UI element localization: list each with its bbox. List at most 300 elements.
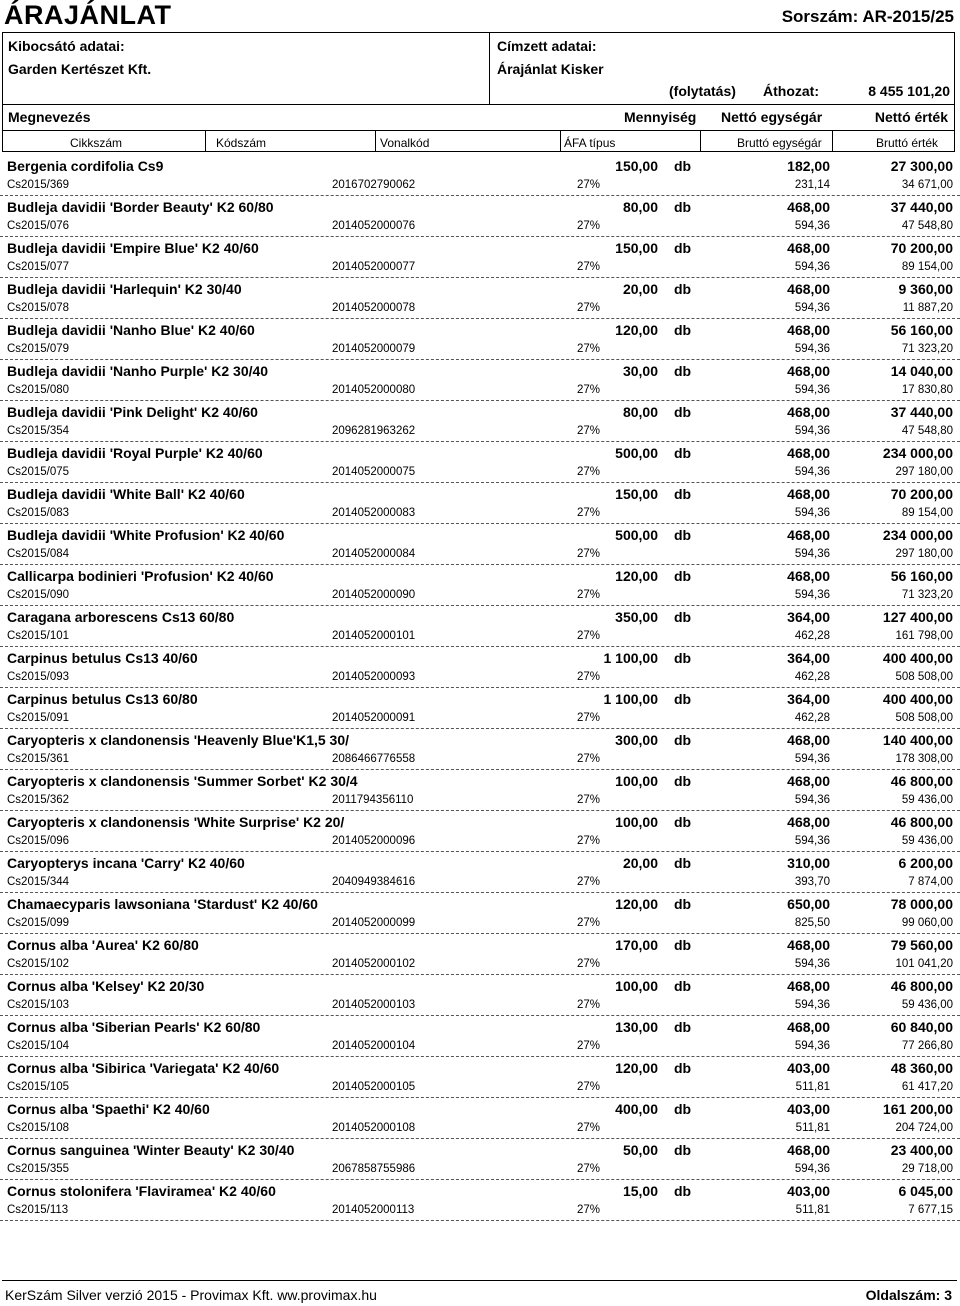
item-total-net: 6 045,00 xyxy=(898,1183,953,1199)
item-total-gross: 178 308,00 xyxy=(895,753,953,765)
item-vat: 27% xyxy=(577,384,601,396)
item-name: Budleja davidii 'White Ball' K2 40/60 xyxy=(7,486,245,502)
item-total-gross: 34 671,00 xyxy=(901,179,953,191)
recipient-name: Árajánlat Kisker xyxy=(497,61,604,77)
item-barcode: 2014052000077 xyxy=(332,261,416,273)
item-quantity: 120,00 xyxy=(615,1060,658,1076)
item-vat: 27% xyxy=(577,1081,601,1093)
table-row xyxy=(0,852,960,893)
item-code: Cs2015/108 xyxy=(7,1122,70,1134)
item-code: Cs2015/361 xyxy=(7,753,70,765)
column-divider xyxy=(700,130,701,152)
item-vat: 27% xyxy=(577,507,601,519)
item-name: Cornus alba 'Sibirica 'Variegata' K2 40/60 xyxy=(7,1060,280,1076)
column-code-header: Cikkszám xyxy=(70,136,123,150)
item-list xyxy=(0,155,960,1221)
item-unit: db xyxy=(674,732,692,748)
item-vat: 27% xyxy=(577,1122,601,1134)
item-vat: 27% xyxy=(577,548,601,560)
item-unit-gross-price: 462,28 xyxy=(794,712,830,724)
item-code: Cs2015/354 xyxy=(7,425,70,437)
item-unit-gross-price: 594,36 xyxy=(794,466,830,478)
column-divider xyxy=(560,130,561,152)
item-barcode: 2014052000108 xyxy=(332,1122,416,1134)
item-unit: db xyxy=(674,1183,692,1199)
item-quantity: 100,00 xyxy=(615,978,658,994)
item-quantity: 300,00 xyxy=(615,732,658,748)
item-name: Budleja davidii 'White Profusion' K2 40/60 xyxy=(7,527,285,543)
item-unit-net-price: 468,00 xyxy=(787,978,830,994)
column-divider xyxy=(375,130,376,152)
item-quantity: 120,00 xyxy=(615,568,658,584)
item-total-net: 56 160,00 xyxy=(890,322,953,338)
item-unit: db xyxy=(674,527,692,543)
item-barcode: 2086466776558 xyxy=(332,753,416,765)
table-row xyxy=(0,524,960,565)
table-row xyxy=(0,196,960,237)
item-total-net: 234 000,00 xyxy=(882,445,953,461)
item-quantity: 20,00 xyxy=(622,281,658,297)
item-barcode: 2014052000096 xyxy=(332,835,416,847)
item-code: Cs2015/079 xyxy=(7,343,70,355)
item-name: Bergenia cordifolia Cs9 xyxy=(7,158,164,174)
item-total-net: 70 200,00 xyxy=(890,240,953,256)
item-barcode: 2014052000093 xyxy=(332,671,416,683)
item-name: Callicarpa bodinieri 'Profusion' K2 40/60 xyxy=(7,568,274,584)
item-total-net: 127 400,00 xyxy=(882,609,953,625)
item-barcode: 2014052000104 xyxy=(332,1040,416,1052)
item-total-gross: 297 180,00 xyxy=(895,548,953,560)
item-total-net: 37 440,00 xyxy=(890,199,953,215)
item-vat: 27% xyxy=(577,589,601,601)
item-vat: 27% xyxy=(577,835,601,847)
table-row xyxy=(0,278,960,319)
item-quantity: 130,00 xyxy=(615,1019,658,1035)
carry-forward-value: 8 455 101,20 xyxy=(868,83,950,99)
item-unit-gross-price: 594,36 xyxy=(794,425,830,437)
item-code: Cs2015/099 xyxy=(7,917,70,929)
item-code: Cs2015/344 xyxy=(7,876,70,888)
item-unit-net-price: 468,00 xyxy=(787,240,830,256)
item-unit: db xyxy=(674,650,692,666)
item-quantity: 50,00 xyxy=(622,1142,658,1158)
item-total-gross: 99 060,00 xyxy=(901,917,953,929)
item-unit: db xyxy=(674,896,692,912)
item-name: Cornus alba 'Kelsey' K2 20/30 xyxy=(7,978,205,994)
item-total-gross: 71 323,20 xyxy=(901,589,953,601)
item-unit-net-price: 403,00 xyxy=(787,1101,830,1117)
item-total-gross: 508 508,00 xyxy=(895,671,953,683)
item-total-net: 46 800,00 xyxy=(890,773,953,789)
item-unit-net-price: 468,00 xyxy=(787,937,830,953)
item-unit-gross-price: 594,36 xyxy=(794,753,830,765)
item-unit-net-price: 468,00 xyxy=(787,363,830,379)
item-total-net: 56 160,00 xyxy=(890,568,953,584)
item-total-net: 234 000,00 xyxy=(882,527,953,543)
item-vat: 27% xyxy=(577,302,601,314)
column-name-header: Megnevezés xyxy=(8,109,91,125)
column-divider xyxy=(205,130,206,152)
item-code: Cs2015/077 xyxy=(7,261,70,273)
item-barcode: 2014052000075 xyxy=(332,466,416,478)
item-quantity: 1 100,00 xyxy=(603,650,658,666)
item-total-gross: 77 266,80 xyxy=(901,1040,953,1052)
item-total-gross: 29 718,00 xyxy=(901,1163,953,1175)
item-unit: db xyxy=(674,158,692,174)
item-barcode: 2016702790062 xyxy=(332,179,416,191)
table-row xyxy=(0,647,960,688)
item-name: Caryopteris x clandonensis 'White Surprise' K2 20/ xyxy=(7,814,345,830)
item-unit-gross-price: 825,50 xyxy=(794,917,830,929)
item-barcode: 2014052000078 xyxy=(332,302,416,314)
table-row xyxy=(0,688,960,729)
item-quantity: 120,00 xyxy=(615,322,658,338)
item-unit: db xyxy=(674,568,692,584)
table-row xyxy=(0,893,960,934)
item-unit: db xyxy=(674,814,692,830)
carry-forward-label: Áthozat: xyxy=(763,83,819,99)
item-code: Cs2015/362 xyxy=(7,794,70,806)
item-name: Cornus alba 'Siberian Pearls' K2 60/80 xyxy=(7,1019,261,1035)
item-name: Caryopterys incana 'Carry' K2 40/60 xyxy=(7,855,245,871)
item-name: Caryopteris x clandonensis 'Heavenly Blue'K1,5 30/ xyxy=(7,732,350,748)
item-total-net: 79 560,00 xyxy=(890,937,953,953)
item-total-net: 46 800,00 xyxy=(890,814,953,830)
item-quantity: 150,00 xyxy=(615,486,658,502)
item-vat: 27% xyxy=(577,712,601,724)
item-name: Budleja davidii 'Border Beauty' K2 60/80 xyxy=(7,199,274,215)
item-quantity: 1 100,00 xyxy=(603,691,658,707)
item-unit-gross-price: 594,36 xyxy=(794,1163,830,1175)
item-unit-net-price: 468,00 xyxy=(787,1142,830,1158)
item-unit-gross-price: 594,36 xyxy=(794,958,830,970)
item-barcode: 2014052000083 xyxy=(332,507,416,519)
item-code: Cs2015/075 xyxy=(7,466,70,478)
item-unit-gross-price: 231,14 xyxy=(794,179,830,191)
item-total-net: 60 840,00 xyxy=(890,1019,953,1035)
item-unit-net-price: 468,00 xyxy=(787,486,830,502)
item-quantity: 150,00 xyxy=(615,158,658,174)
item-unit-net-price: 468,00 xyxy=(787,445,830,461)
item-barcode: 2014052000101 xyxy=(332,630,416,642)
item-vat: 27% xyxy=(577,343,601,355)
item-unit-net-price: 310,00 xyxy=(787,855,830,871)
item-unit: db xyxy=(674,773,692,789)
item-code: Cs2015/103 xyxy=(7,999,70,1011)
item-unit-gross-price: 594,36 xyxy=(794,794,830,806)
item-unit-net-price: 364,00 xyxy=(787,691,830,707)
item-total-gross: 59 436,00 xyxy=(901,794,953,806)
item-quantity: 170,00 xyxy=(615,937,658,953)
item-code: Cs2015/093 xyxy=(7,671,70,683)
item-vat: 27% xyxy=(577,630,601,642)
sender-label: Kibocsátó adatai: xyxy=(8,38,125,54)
item-unit-gross-price: 462,28 xyxy=(794,630,830,642)
item-unit-net-price: 403,00 xyxy=(787,1183,830,1199)
item-total-net: 400 400,00 xyxy=(882,650,953,666)
continued-label: (folytatás) xyxy=(669,83,736,99)
column-unit-gross-header: Bruttó egységár xyxy=(737,136,822,150)
item-code: Cs2015/369 xyxy=(7,179,70,191)
item-unit: db xyxy=(674,281,692,297)
item-unit-gross-price: 594,36 xyxy=(794,999,830,1011)
item-unit-gross-price: 594,36 xyxy=(794,507,830,519)
table-row xyxy=(0,442,960,483)
item-total-net: 6 200,00 xyxy=(898,855,953,871)
item-unit-net-price: 468,00 xyxy=(787,527,830,543)
item-unit-net-price: 468,00 xyxy=(787,732,830,748)
item-total-gross: 47 548,80 xyxy=(901,220,953,232)
footer-software: KerSzám Silver verzió 2015 - Provimax Kft. ww.provimax.hu xyxy=(5,1287,377,1303)
item-unit: db xyxy=(674,322,692,338)
item-unit-gross-price: 511,81 xyxy=(795,1204,830,1216)
item-name: Carpinus betulus Cs13 60/80 xyxy=(7,691,198,707)
item-quantity: 150,00 xyxy=(615,240,658,256)
item-name: Budleja davidii 'Nanho Purple' K2 30/40 xyxy=(7,363,269,379)
item-name: Caryopteris x clandonensis 'Summer Sorbet' K2 30/4 xyxy=(7,773,358,789)
item-unit-gross-price: 393,70 xyxy=(794,876,830,888)
item-total-net: 78 000,00 xyxy=(890,896,953,912)
item-vat: 27% xyxy=(577,958,601,970)
item-unit: db xyxy=(674,445,692,461)
item-name: Budleja davidii 'Nanho Blue' K2 40/60 xyxy=(7,322,255,338)
footer-rule xyxy=(2,1280,957,1281)
item-unit-net-price: 364,00 xyxy=(787,609,830,625)
column-vat-header: ÁFA típus xyxy=(564,136,616,150)
table-row xyxy=(0,237,960,278)
item-total-gross: 71 323,20 xyxy=(901,343,953,355)
item-vat: 27% xyxy=(577,179,601,191)
table-row xyxy=(0,811,960,852)
table-row xyxy=(0,1057,960,1098)
item-name: Cornus sanguinea 'Winter Beauty' K2 30/40 xyxy=(7,1142,295,1158)
item-name: Chamaecyparis lawsoniana 'Stardust' K2 40/60 xyxy=(7,896,318,912)
item-unit: db xyxy=(674,855,692,871)
item-total-net: 140 400,00 xyxy=(882,732,953,748)
item-vat: 27% xyxy=(577,671,601,683)
item-barcode: 2014052000084 xyxy=(332,548,416,560)
column-kod-header: Kódszám xyxy=(216,136,267,150)
item-total-gross: 7 874,00 xyxy=(908,876,953,888)
item-total-net: 48 360,00 xyxy=(890,1060,953,1076)
item-unit-gross-price: 594,36 xyxy=(794,302,830,314)
item-name: Cornus stolonifera 'Flaviramea' K2 40/60 xyxy=(7,1183,276,1199)
item-total-net: 46 800,00 xyxy=(890,978,953,994)
item-unit-net-price: 468,00 xyxy=(787,568,830,584)
item-unit-gross-price: 594,36 xyxy=(794,589,830,601)
item-unit-net-price: 650,00 xyxy=(787,896,830,912)
item-unit: db xyxy=(674,978,692,994)
item-unit: db xyxy=(674,1019,692,1035)
item-unit: db xyxy=(674,1101,692,1117)
item-total-gross: 89 154,00 xyxy=(901,507,953,519)
item-total-gross: 17 830,80 xyxy=(901,384,953,396)
item-unit-net-price: 468,00 xyxy=(787,814,830,830)
column-divider xyxy=(832,130,833,152)
item-vat: 27% xyxy=(577,794,601,806)
item-barcode: 2014052000090 xyxy=(332,589,416,601)
item-total-net: 70 200,00 xyxy=(890,486,953,502)
column-total-net-header: Nettó érték xyxy=(874,109,948,125)
item-total-gross: 11 887,20 xyxy=(902,302,953,314)
item-code: Cs2015/096 xyxy=(7,835,70,847)
item-unit-gross-price: 594,36 xyxy=(794,548,830,560)
item-quantity: 80,00 xyxy=(622,199,658,215)
table-row xyxy=(0,483,960,524)
item-code: Cs2015/084 xyxy=(7,548,70,560)
item-total-gross: 47 548,80 xyxy=(901,425,953,437)
item-quantity: 80,00 xyxy=(622,404,658,420)
item-unit-gross-price: 594,36 xyxy=(794,835,830,847)
item-code: Cs2015/113 xyxy=(7,1204,69,1216)
item-total-net: 9 360,00 xyxy=(898,281,953,297)
item-code: Cs2015/355 xyxy=(7,1163,70,1175)
table-row xyxy=(0,770,960,811)
item-total-net: 27 300,00 xyxy=(890,158,953,174)
table-row xyxy=(0,1180,960,1221)
item-unit: db xyxy=(674,691,692,707)
item-unit-net-price: 468,00 xyxy=(787,1019,830,1035)
item-unit: db xyxy=(674,404,692,420)
table-row xyxy=(0,401,960,442)
item-unit-gross-price: 594,36 xyxy=(794,1040,830,1052)
item-unit: db xyxy=(674,937,692,953)
item-barcode: 2014052000099 xyxy=(332,917,416,929)
item-unit: db xyxy=(674,363,692,379)
table-row xyxy=(0,155,960,196)
table-row xyxy=(0,360,960,401)
item-vat: 27% xyxy=(577,917,601,929)
page-number: Oldalszám: 3 xyxy=(865,1287,952,1303)
item-unit-gross-price: 594,36 xyxy=(794,261,830,273)
column-unit-net-header: Nettó egységár xyxy=(721,109,823,125)
item-unit-net-price: 403,00 xyxy=(787,1060,830,1076)
column-ean-header: Vonalkód xyxy=(380,136,430,150)
item-code: Cs2015/083 xyxy=(7,507,70,519)
item-quantity: 15,00 xyxy=(622,1183,658,1199)
item-total-gross: 61 417,20 xyxy=(901,1081,953,1093)
item-code: Cs2015/091 xyxy=(7,712,70,724)
item-unit: db xyxy=(674,1060,692,1076)
item-vat: 27% xyxy=(577,261,601,273)
item-name: Budleja davidii 'Harlequin' K2 30/40 xyxy=(7,281,242,297)
header-divider xyxy=(489,32,490,104)
item-barcode: 2014052000076 xyxy=(332,220,416,232)
item-unit-net-price: 182,00 xyxy=(787,158,830,174)
item-unit: db xyxy=(674,199,692,215)
item-unit-net-price: 468,00 xyxy=(787,773,830,789)
item-barcode: 2067858755986 xyxy=(332,1163,416,1175)
item-vat: 27% xyxy=(577,999,601,1011)
item-quantity: 100,00 xyxy=(615,814,658,830)
item-total-gross: 161 798,00 xyxy=(895,630,953,642)
item-barcode: 2014052000113 xyxy=(332,1204,415,1216)
item-total-gross: 59 436,00 xyxy=(901,999,953,1011)
item-unit-net-price: 468,00 xyxy=(787,404,830,420)
item-name: Caragana arborescens Cs13 60/80 xyxy=(7,609,235,625)
item-name: Carpinus betulus Cs13 40/60 xyxy=(7,650,198,666)
table-row xyxy=(0,1016,960,1057)
item-barcode: 2014052000080 xyxy=(332,384,416,396)
item-barcode: 2014052000102 xyxy=(332,958,416,970)
item-unit-gross-price: 594,36 xyxy=(794,343,830,355)
item-code: Cs2015/101 xyxy=(7,630,70,642)
item-name: Budleja davidii 'Royal Purple' K2 40/60 xyxy=(7,445,263,461)
table-row xyxy=(0,975,960,1016)
item-quantity: 500,00 xyxy=(615,527,658,543)
item-vat: 27% xyxy=(577,753,601,765)
item-name: Budleja davidii 'Pink Delight' K2 40/60 xyxy=(7,404,258,420)
item-vat: 27% xyxy=(577,220,601,232)
serial-number: Sorszám: AR-2015/25 xyxy=(781,7,954,26)
item-total-gross: 101 041,20 xyxy=(895,958,953,970)
item-total-gross: 297 180,00 xyxy=(895,466,953,478)
item-total-gross: 508 508,00 xyxy=(895,712,953,724)
item-code: Cs2015/076 xyxy=(7,220,70,232)
document-title: ÁRAJÁNLAT xyxy=(4,0,172,30)
item-total-gross: 7 677,15 xyxy=(908,1204,953,1216)
item-quantity: 400,00 xyxy=(615,1101,658,1117)
item-barcode: 2014052000105 xyxy=(332,1081,416,1093)
item-total-net: 14 040,00 xyxy=(890,363,953,379)
table-row xyxy=(0,934,960,975)
item-total-gross: 59 436,00 xyxy=(901,835,953,847)
item-unit-gross-price: 594,36 xyxy=(794,384,830,396)
item-unit-net-price: 468,00 xyxy=(787,199,830,215)
item-unit-gross-price: 594,36 xyxy=(794,220,830,232)
item-vat: 27% xyxy=(577,876,601,888)
item-unit-net-price: 364,00 xyxy=(787,650,830,666)
item-total-gross: 89 154,00 xyxy=(901,261,953,273)
item-vat: 27% xyxy=(577,425,601,437)
item-name: Cornus alba 'Spaethi' K2 40/60 xyxy=(7,1101,210,1117)
item-barcode: 2014052000103 xyxy=(332,999,416,1011)
item-unit-gross-price: 511,81 xyxy=(795,1081,830,1093)
item-vat: 27% xyxy=(577,466,601,478)
item-code: Cs2015/078 xyxy=(7,302,70,314)
item-vat: 27% xyxy=(577,1163,601,1175)
item-barcode: 2011794356110 xyxy=(332,794,414,806)
item-total-net: 400 400,00 xyxy=(882,691,953,707)
column-total-gross-header: Bruttó érték xyxy=(876,136,939,150)
item-total-gross: 204 724,00 xyxy=(895,1122,953,1134)
item-code: Cs2015/104 xyxy=(7,1040,70,1052)
item-barcode: 2014052000079 xyxy=(332,343,416,355)
item-quantity: 500,00 xyxy=(615,445,658,461)
item-code: Cs2015/102 xyxy=(7,958,70,970)
item-name: Cornus alba 'Aurea' K2 60/80 xyxy=(7,937,199,953)
table-row xyxy=(0,1139,960,1180)
item-vat: 27% xyxy=(577,1040,601,1052)
table-row xyxy=(0,565,960,606)
item-quantity: 350,00 xyxy=(615,609,658,625)
item-code: Cs2015/105 xyxy=(7,1081,70,1093)
item-unit-gross-price: 511,81 xyxy=(795,1122,830,1134)
item-unit-net-price: 468,00 xyxy=(787,322,830,338)
item-barcode: 2040949384616 xyxy=(332,876,416,888)
item-code: Cs2015/080 xyxy=(7,384,70,396)
item-unit: db xyxy=(674,609,692,625)
table-row xyxy=(0,606,960,647)
item-quantity: 20,00 xyxy=(622,855,658,871)
item-barcode: 2096281963262 xyxy=(332,425,416,437)
item-unit-gross-price: 462,28 xyxy=(794,671,830,683)
item-quantity: 120,00 xyxy=(615,896,658,912)
table-row xyxy=(0,1098,960,1139)
column-qty-header: Mennyiség xyxy=(624,109,697,125)
sender-name: Garden Kertészet Kft. xyxy=(8,61,152,77)
item-name: Budleja davidii 'Empire Blue' K2 40/60 xyxy=(7,240,259,256)
